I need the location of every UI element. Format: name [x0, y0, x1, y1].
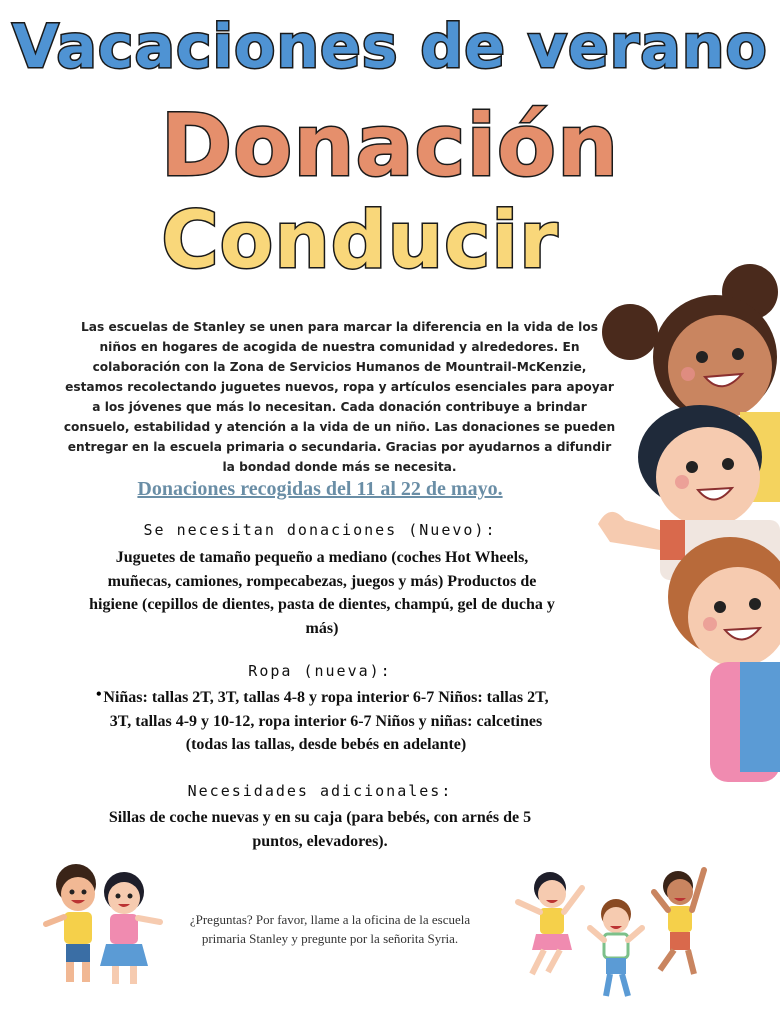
section-heading-donations: Se necesitan donaciones (Nuevo): [143, 521, 497, 539]
list-bullet: • [96, 686, 102, 703]
jumping-kids-illustration [508, 862, 718, 1002]
section-heading-additional: Necesidades adicionales: [187, 782, 453, 800]
title-line-1: Vacaciones de verano [12, 12, 768, 82]
two-kids-illustration [38, 862, 168, 992]
title-line-3: Conducir [161, 196, 559, 286]
peeking-children-illustration [590, 262, 780, 784]
title-line-2: Donación [160, 96, 620, 196]
section-body-clothing: Niñas: tallas 2T, 3T, tallas 4-8 y ropa interior 6-7 Niños: tallas 2T, 3T, tallas 4-9 y 10-12, ropa interior 6-7 Niños y niñas: calcetines (todas las tallas, desde bebés en adelante) [103, 689, 549, 753]
section-heading-clothing: Ropa (nueva): [248, 662, 392, 680]
section-body-additional: Sillas de coche nuevas y en su caja (para bebés, con arnés de 5 puntos, elevadores). [108, 809, 532, 850]
intro-paragraph: Las escuelas de Stanley se unen para marcar la diferencia en la vida de los niños en hogares de acogida de nuestra comunidad y alrededores. En colaboración con la Zona de Servicios Humanos de Mountrail-McKenzie, estamos recolectando juguetes nuevos, ropa y artículos esenciales para apoyar a los jóvenes que más lo necesitan. Cada donación contribuye a brindar consuelo, estabilidad y atención a la vida de un niño. Las donaciones se pueden entregar en la escuela primaria o secundaria. Gracias por ayudarnos a difundir la bondad donde más se necesita. [63, 320, 616, 474]
contact-question: ¿Preguntas? Por favor, llame a la oficina de la escuela primaria Stanley y pregunte por la señorita Syria. [189, 912, 471, 946]
collection-dates: Donaciones recogidas del 11 al 22 de mayo. [137, 478, 503, 500]
section-body-donations: Juguetes de tamaño pequeño a mediano (coches Hot Wheels, muñecas, camiones, rompecabezas, juegos y más) Productos de higiene (cepillos de dientes, pasta de dientes, champú, gel de ducha y más) [89, 549, 555, 637]
